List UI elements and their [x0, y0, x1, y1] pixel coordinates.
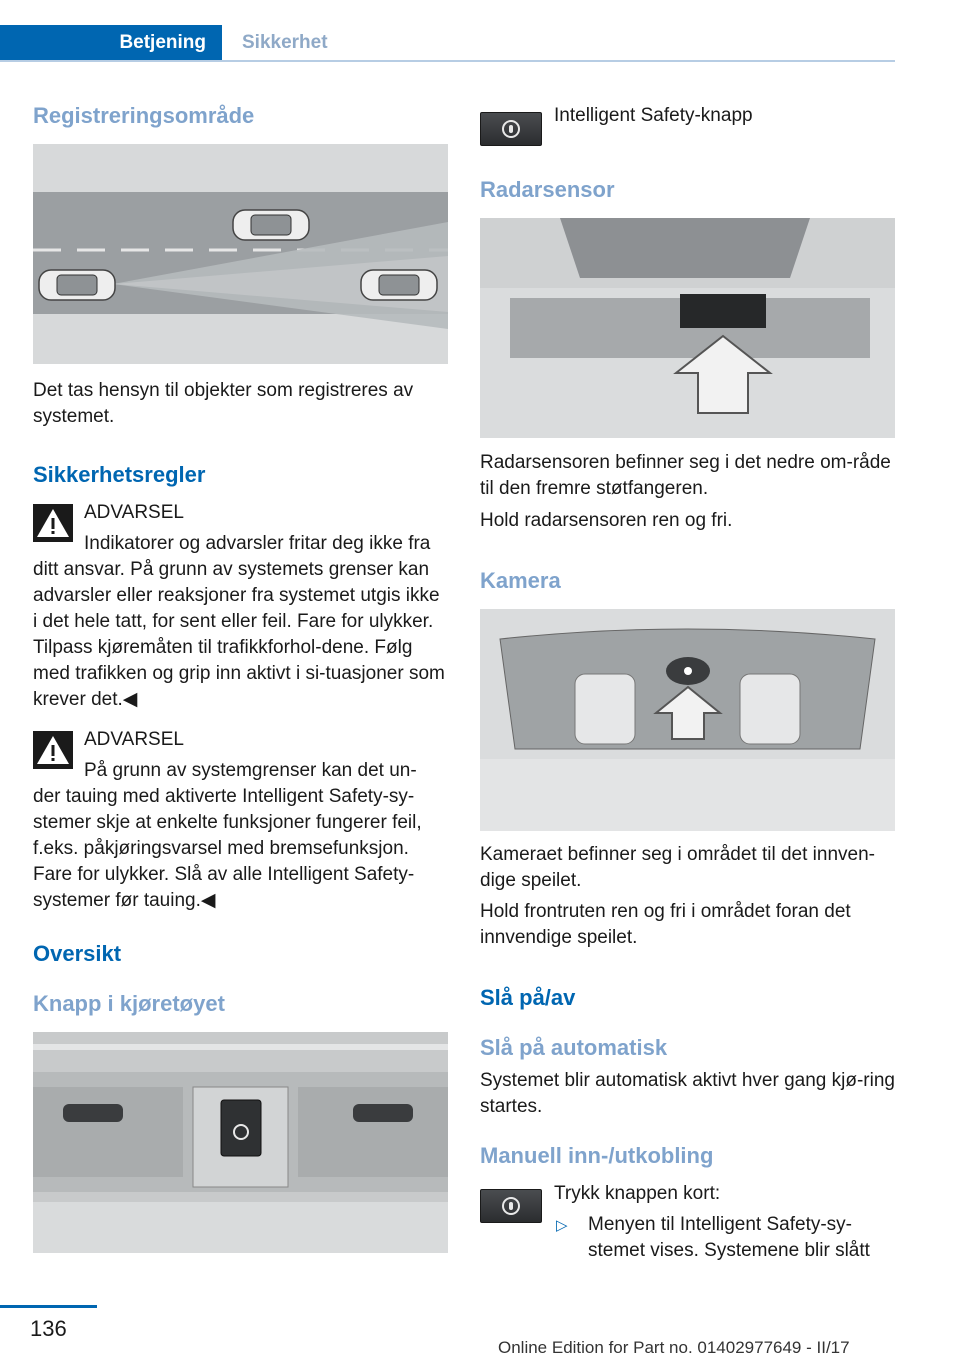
automatisk-text: Systemet blir automatisk aktivt hver gang kjø‐ring startes.	[480, 1070, 895, 1117]
heading-manuell: Manuell inn-/utkobling	[480, 1143, 714, 1168]
bullet-text: Menyen til Intelligent Safety-sy‐stemet vises. Systemene blir slått	[588, 1214, 870, 1261]
detection-area-illustration	[33, 144, 448, 364]
bullet-marker-icon: ▷	[556, 1217, 568, 1234]
warning-icon	[33, 731, 73, 769]
footer-divider	[0, 1305, 97, 1308]
kamera-text-2: Hold frontruten ren og fri i området foran det innvendige speilet.	[480, 901, 851, 948]
radar-sensor-illustration	[480, 218, 895, 438]
radar-text-1: Radarsensoren befinner seg i det nedre om‐råde til den fremre støtfangeren.	[480, 452, 891, 499]
page-number: 136	[30, 1316, 67, 1341]
heading-sikkerhetsregler: Sikkerhetsregler	[33, 462, 206, 487]
edition-text: Online Edition for Part no. 01402977649 - II/17	[498, 1338, 850, 1357]
tab-betjening[interactable]: Betjening	[0, 25, 222, 61]
warning1-first-line: Indikatorer og advarsler fritar deg ikke fra	[84, 533, 431, 554]
button-caption: Intelligent Safety-knapp	[554, 105, 753, 126]
heading-sla-pa-automatisk: Slå på automatisk	[480, 1035, 668, 1060]
heading-sla-pa-av: Slå på/av	[480, 985, 576, 1010]
warning1-text: ditt ansvar. På grunn av systemets grenser kan advarsler eller reaksjoner fra systemet utgis ikke i det hele tatt, for sent eller feil. Fare for ulykker. Tilpass kjøremåten til trafikkforhol‐dene. Følg med trafikken og grip inn aktivt i si‐tuasjoner som krever det.◀	[33, 559, 445, 710]
warning2-first-line: På grunn av systemgrenser kan det un‐	[84, 760, 417, 781]
heading-kamera: Kamera	[480, 568, 561, 593]
heading-radarsensor: Radarsensor	[480, 177, 615, 202]
warning1-title: ADVARSEL	[84, 502, 184, 523]
registrering-text: Det tas hensyn til objekter som registreres av systemet.	[33, 380, 414, 427]
heading-oversikt: Oversikt	[33, 941, 122, 966]
warning2-title: ADVARSEL	[84, 729, 184, 750]
heading-registreringsomrade: Registreringsområde	[33, 103, 255, 128]
trykk-text: Trykk knappen kort:	[554, 1183, 721, 1204]
kamera-text-1: Kameraet befinner seg i området til det innven‐dige speilet.	[480, 844, 875, 891]
header-divider	[0, 60, 895, 62]
warning2-text: der tauing med aktiverte Intelligent Safety-sy‐stemer skje at enkelte funksjoner fungerer feil, f.eks. påkjøringsvarsel med bremsefunksjon. Fare for ulykker. Slå av alle Intelligent Safety-systemer før tauing.◀	[33, 786, 422, 911]
camera-illustration	[480, 609, 895, 831]
page-header	[0, 0, 895, 62]
vehicle-button-illustration	[33, 1032, 448, 1253]
radar-text-2: Hold radarsensoren ren og fri.	[480, 510, 733, 531]
heading-knapp-i-kjoretoyet: Knapp i kjøretøyet	[33, 991, 225, 1016]
warning-icon	[33, 504, 73, 542]
tab-sikkerhet[interactable]: Sikkerhet	[242, 32, 328, 53]
intelligent-safety-button-icon	[480, 112, 542, 146]
intelligent-safety-button-icon	[480, 1189, 542, 1223]
